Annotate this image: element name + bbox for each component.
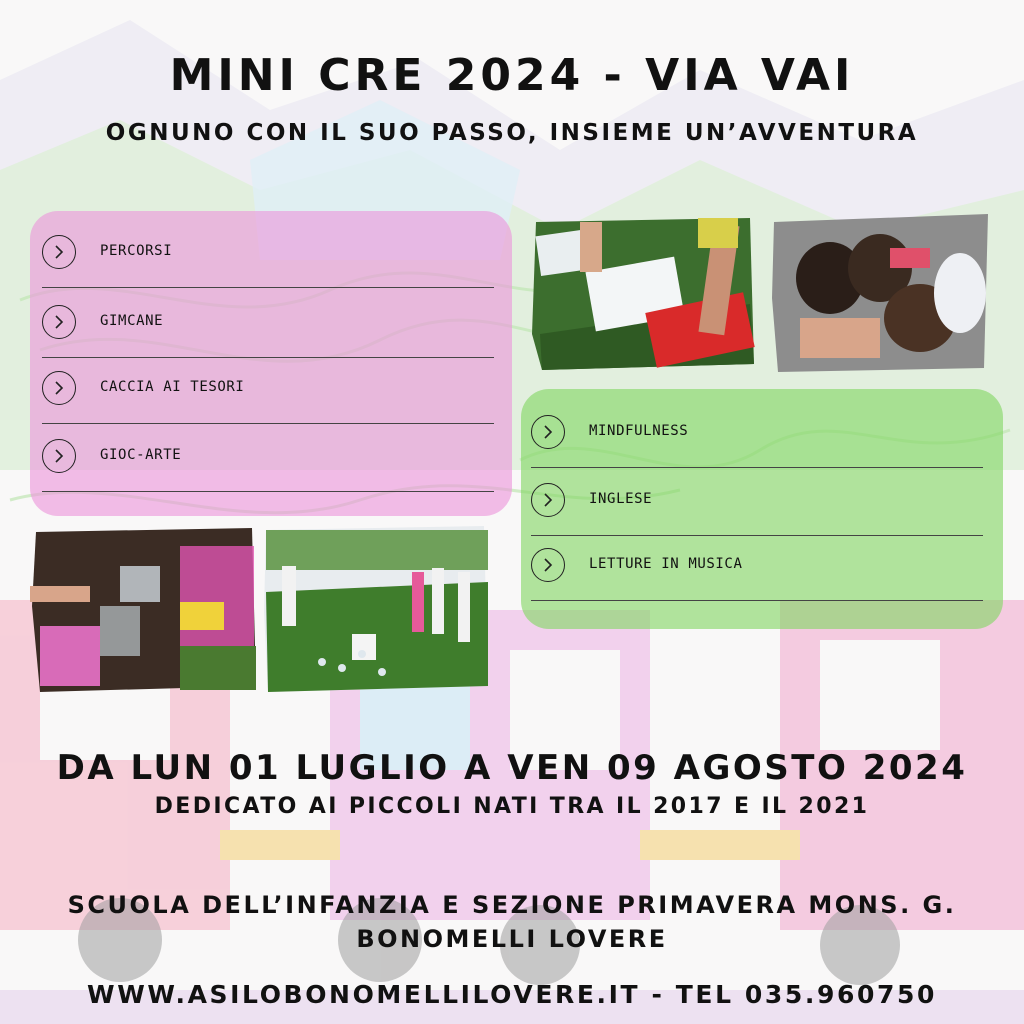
school-name: SCUOLA DELL’INFANZIA E SEZIONE PRIMAVERA MONS. G. BONOMELLI LOVERE <box>67 891 957 953</box>
activity-label: PERCORSI <box>100 243 173 259</box>
list-item <box>531 534 983 601</box>
chevron-right-circle-icon <box>531 415 565 449</box>
list-item <box>531 469 983 536</box>
activity-label: LETTURE IN MUSICA <box>589 556 743 572</box>
activity-label: CACCIA AI TESORI <box>100 379 245 395</box>
list-item <box>42 425 494 492</box>
chevron-right-circle-icon <box>531 483 565 517</box>
photo-children-huddle <box>770 208 992 376</box>
contact-line: WWW.ASILOBONOMELLILOVERE.IT - TEL 035.960750 <box>87 980 937 1009</box>
activity-label: INGLESE <box>589 491 653 507</box>
chevron-right-circle-icon <box>42 305 76 339</box>
activity-label: GIMCANE <box>100 313 164 329</box>
chevron-right-circle-icon <box>42 371 76 405</box>
activities-panel-pink <box>30 211 512 516</box>
chevron-right-circle-icon <box>42 439 76 473</box>
activity-label: GIOC-ARTE <box>100 447 182 463</box>
activities-panel-green <box>521 389 1003 629</box>
photo-kids-playground <box>262 522 490 694</box>
list-item <box>531 401 983 468</box>
chevron-right-circle-icon <box>531 548 565 582</box>
list-item <box>42 291 494 358</box>
list-item <box>42 357 494 424</box>
activity-label: MINDFULNESS <box>589 423 689 439</box>
photo-feet-tubs <box>530 214 756 374</box>
page-subtitle: OGNUNO CON IL SUO PASSO, INSIEME UN’AVVENTURA <box>105 120 919 146</box>
page-title: MINI CRE 2024 - VIA VAI <box>169 50 855 101</box>
photo-soil-planting <box>30 526 258 694</box>
chevron-right-circle-icon <box>42 235 76 269</box>
list-item <box>42 221 494 288</box>
age-range: DEDICATO AI PICCOLI NATI TRA IL 2017 E IL 2021 <box>154 794 870 819</box>
date-range: DA LUN 01 LUGLIO A VEN 09 AGOSTO 2024 <box>56 748 968 788</box>
